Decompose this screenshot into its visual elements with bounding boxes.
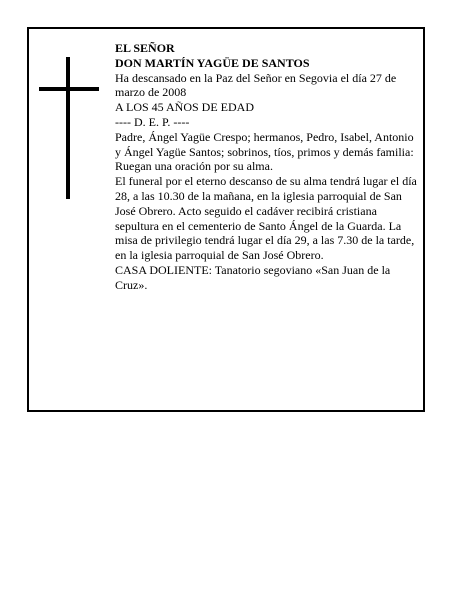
cross-icon bbox=[39, 57, 99, 199]
obituary-text bbox=[115, 41, 420, 293]
passing-statement: Ha descansado en la Paz del Señor en Segovia el día 27 de marzo de 2008 bbox=[115, 70, 397, 100]
rip-line: ---- D. E. P. ---- bbox=[115, 114, 190, 129]
notice-heading: EL SEÑOR bbox=[115, 41, 175, 55]
mourning-house: CASA DOLIENTE: Tanatorio segoviano «San Juan de la Cruz». bbox=[115, 262, 391, 292]
age-statement: A LOS 45 AÑOS DE EDAD bbox=[115, 100, 255, 115]
obituary-notice bbox=[27, 27, 425, 412]
funeral-details: El funeral por el eterno descanso de su alma tendrá lugar el día 28, a las 10.30 de la mañana, en la iglesia parroquial de San José Obrero. Acto seguido el cadáver recibirá cristiana sepultura en el cementerio de Santo Ángel de la Guarda. La misa de privilegio tendrá lugar el día 29, a las 7.30 de la tarde, en la iglesia parroquial de San José Obrero. bbox=[115, 174, 417, 263]
family-list: Padre, Ángel Yagüe Crespo; hermanos, Pedro, Isabel, Antonio y Ángel Yagüe Santos; sobrinos, tíos, primos y demás familia: bbox=[115, 129, 414, 159]
prayer-request: Ruegan una oración por su alma. bbox=[115, 159, 273, 174]
cross-vertical-bar bbox=[66, 57, 70, 199]
cross-horizontal-bar bbox=[39, 87, 99, 91]
deceased-name: DON MARTÍN YAGÜE DE SANTOS bbox=[115, 55, 310, 70]
